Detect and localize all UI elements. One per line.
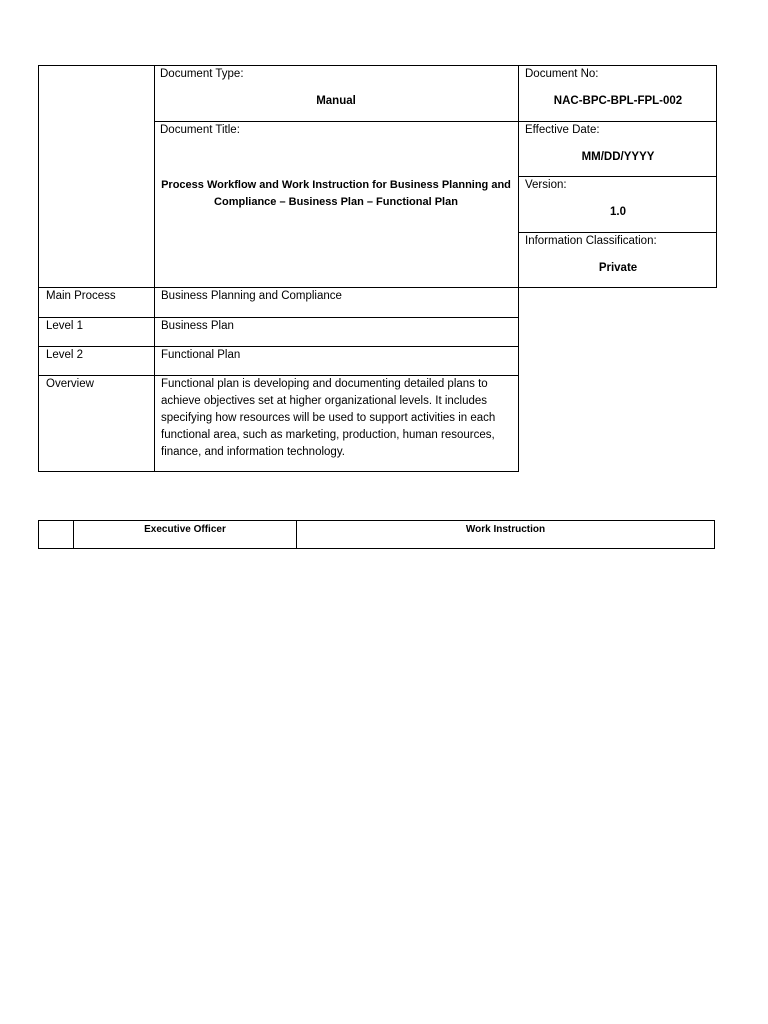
overview-label: Overview — [46, 378, 94, 390]
overview-line: functional area, such as marketing, production, human resources, — [161, 429, 495, 441]
level2-label: Level 2 — [46, 349, 84, 361]
document-title-line: Process Workflow and Work Instruction for Business Planning and — [161, 179, 511, 191]
classification-cell — [525, 233, 711, 287]
document-title-label: Document Title: — [160, 124, 240, 136]
table-border — [38, 520, 39, 549]
table-border — [38, 287, 717, 288]
document-no-cell — [525, 66, 711, 121]
table-border — [716, 65, 717, 288]
level1-label: Level 1 — [46, 320, 84, 332]
document-type-label: Document Type: — [160, 68, 244, 80]
table-border — [154, 65, 155, 472]
column-header-executive-officer: Executive Officer — [144, 524, 226, 535]
version-value: 1.0 — [610, 206, 626, 218]
document-title-cell — [160, 122, 512, 287]
table-border — [518, 65, 519, 472]
level1-value: Business Plan — [161, 320, 234, 332]
overview-line: achieve objectives set at higher organizational levels. It includes — [161, 395, 488, 407]
table-border — [38, 317, 519, 318]
overview-line: Functional plan is developing and documenting detailed plans to — [161, 378, 488, 390]
column-header-work-instruction: Work Instruction — [465, 524, 546, 535]
classification-label: Information Classification: — [525, 235, 657, 247]
main-process-label: Main Process — [46, 290, 116, 302]
table-border — [38, 471, 519, 472]
table-border — [38, 548, 715, 549]
document-no-value: NAC-BPC-BPL-FPL-002 — [553, 95, 683, 107]
document-title-line: Compliance – Business Plan – Functional Plan — [214, 196, 458, 208]
effective-date-value: MM/DD/YYYY — [581, 151, 655, 163]
level2-value: Functional Plan — [161, 349, 241, 361]
overview-text — [161, 376, 513, 461]
main-process-value: Business Planning and Compliance — [161, 290, 342, 302]
classification-value: Private — [598, 262, 638, 274]
table-border — [714, 520, 715, 549]
effective-date-label: Effective Date: — [525, 124, 600, 136]
overview-line: specifying how resources will be used to support activities in each — [161, 412, 496, 424]
version-cell — [525, 177, 711, 232]
table-border — [38, 346, 519, 347]
overview-line: finance, and information technology. — [161, 446, 345, 458]
version-label: Version: — [525, 179, 567, 191]
effective-date-cell — [525, 122, 711, 176]
document-no-label: Document No: — [525, 68, 599, 80]
document-type-value: Manual — [316, 95, 356, 107]
table-border — [38, 65, 39, 472]
document-type-cell — [160, 66, 512, 121]
